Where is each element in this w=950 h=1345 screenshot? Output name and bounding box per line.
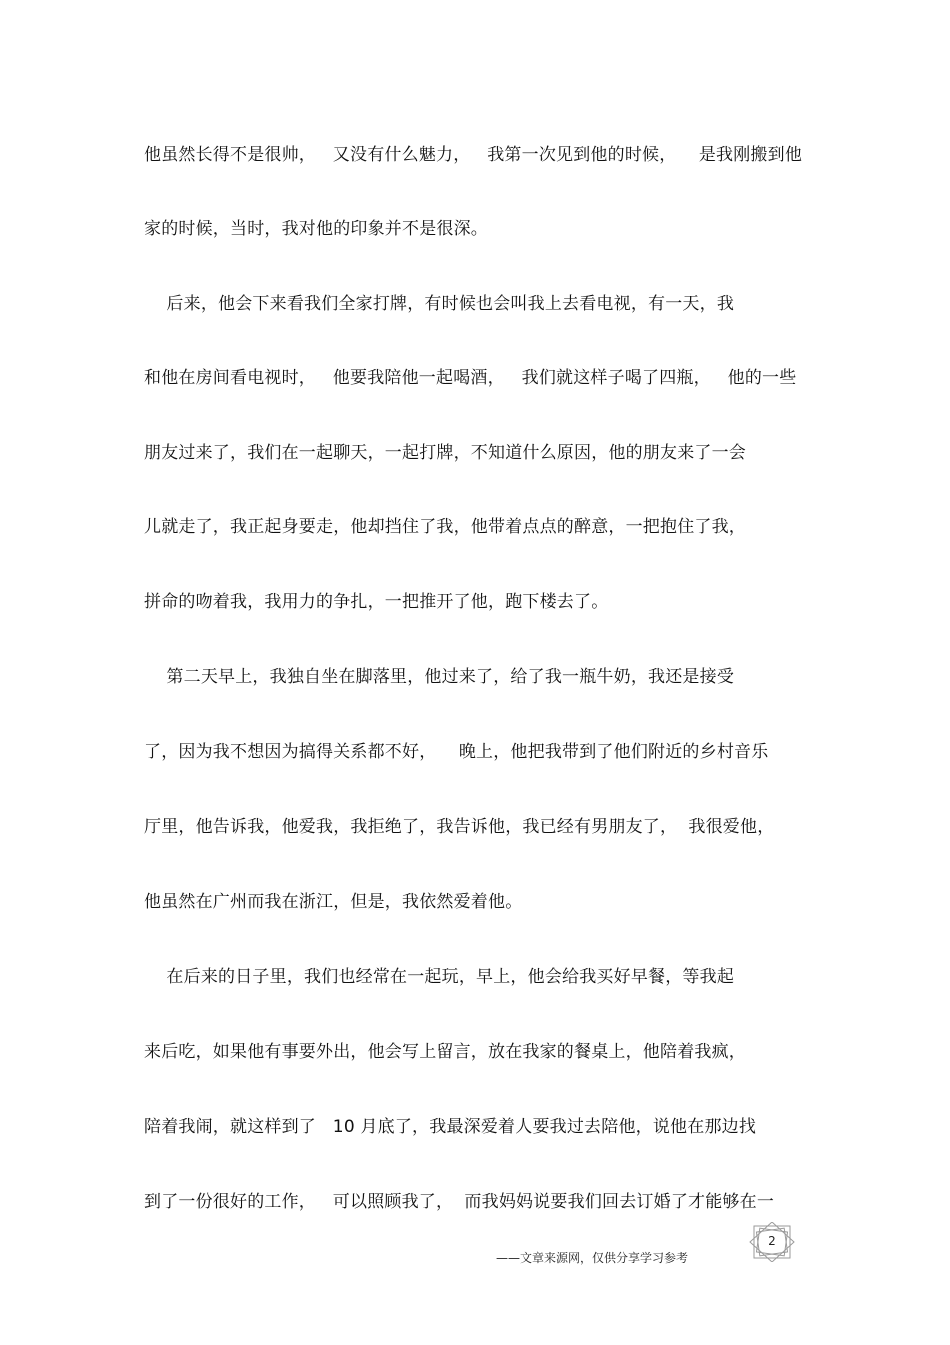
footer-source-note: ——文章来源网，仅供分享学习参考	[496, 1251, 689, 1265]
paragraph-line: 家的时候，当时，我对他的印象并不是很深。	[144, 219, 488, 239]
paragraph-line: 厅里，他告诉我，他爱我，我拒绝了，我告诉他，我已经有男朋友了， 我很爱他，	[144, 817, 775, 837]
paragraph-line: 陪着我闹，就这样到了 10 月底了，我最深爱着人要我过去陪他，说他在那边找	[144, 1117, 757, 1137]
paragraph-line: 他虽然长得不是很帅， 又没有什么魅力， 我第一次见到他的时候， 是我刚搬到他	[144, 145, 803, 165]
page-number: 2	[768, 1234, 776, 1248]
paragraph-line: 儿就走了，我正起身要走，他却挡住了我，他带着点点的醉意，一把抱住了我，	[144, 517, 746, 537]
paragraph-line: 拼命的吻着我，我用力的争扎，一把推开了他，跑下楼去了。	[144, 592, 609, 612]
paragraph-line: 到了一份很好的工作， 可以照顾我了， 而我妈妈说要我们回去订婚了才能够在一	[144, 1192, 775, 1212]
paragraph-line: 朋友过来了，我们在一起聊天，一起打牌，不知道什么原因，他的朋友来了一会	[144, 443, 746, 463]
paragraph-line: 在后来的日子里，我们也经常在一起玩，早上，他会给我买好早餐，等我起	[144, 967, 735, 987]
paragraph-line: 和他在房间看电视时， 他要我陪他一起喝酒， 我们就这样子喝了四瓶， 他的一些	[144, 368, 797, 388]
paragraph-line: 第二天早上，我独自坐在脚落里，他过来了，给了我一瓶牛奶，我还是接受	[144, 667, 735, 687]
paragraph-line: 他虽然在广州而我在浙江，但是，我依然爱着他。	[144, 892, 523, 912]
paragraph-line: 了，因为我不想因为搞得关系都不好， 晚上，他把我带到了他们附近的乡村音乐	[144, 742, 769, 762]
paragraph-line: 来后吃，如果他有事要外出，他会写上留言，放在我家的餐桌上，他陪着我疯，	[144, 1042, 746, 1062]
page-number-badge	[748, 1222, 796, 1262]
paragraph-line: 后来，他会下来看我们全家打牌，有时候也会叫我上去看电视，有一天，我	[144, 294, 735, 314]
